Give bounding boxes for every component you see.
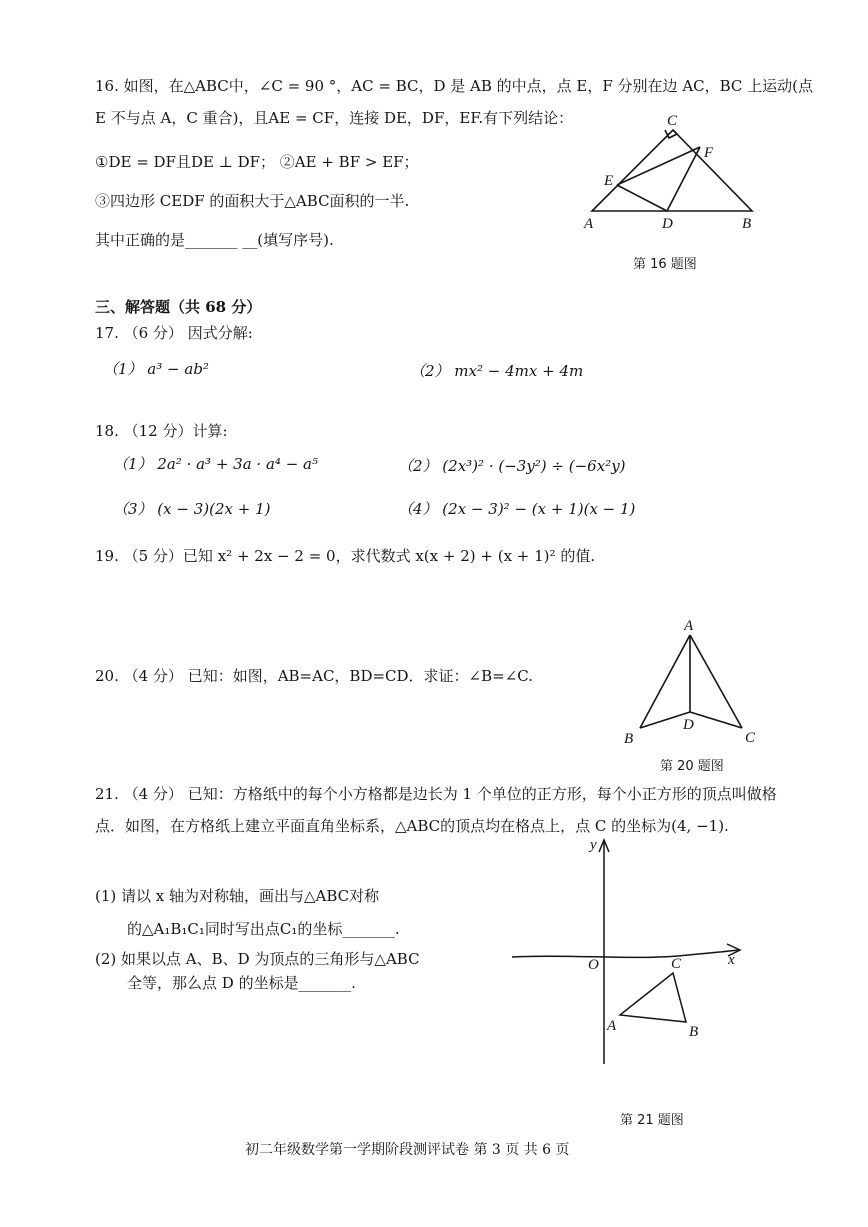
q20-stem: 20. （4 分） 已知：如图，AB=AC，BD=CD．求证：∠B=∠C. [95, 667, 533, 685]
q16-label-d: D [662, 216, 673, 232]
q18-part-4: （4） (2x − 3)² − (x + 1)(x − 1) [398, 500, 636, 518]
q16-label-e: E [604, 173, 614, 189]
q21-label-c: C [671, 956, 682, 972]
q16-label-b: B [742, 216, 752, 232]
q21-label-origin: O [588, 957, 599, 973]
q21-triangle-abc [620, 973, 686, 1022]
q16-label-a: A [584, 216, 594, 232]
q16-triangle-abc [592, 130, 752, 211]
q16-figure-caption: 第 16 题图 [633, 257, 697, 272]
q18-stem: 18. （12 分）计算: [95, 422, 228, 440]
q21-label-b: B [689, 1024, 699, 1040]
q21-figure-caption: 第 21 题图 [620, 1113, 684, 1128]
q16-label-f: F [704, 145, 714, 161]
q21-sub-2b: 全等，那么点 D 的坐标是_______. [127, 974, 356, 992]
q16-segment-ed [617, 185, 667, 211]
q16-line-1: 16. 如图，在△ABC中，∠C = 90 °，AC = BC，D 是 AB 的中点，点 E，F 分别在边 AC，BC 上运动(点 [95, 77, 814, 95]
q21-sub-1b: 的△A₁B₁C₁同时写出点C₁的坐标_______. [127, 920, 400, 938]
section-3-title: 三、解答题（共 68 分） [95, 298, 262, 316]
q20-label-b: B [624, 731, 634, 747]
q21-sub-2a: (2) 如果以点 A、B、D 为顶点的三角形与△ABC [95, 950, 420, 968]
q21-coordinate-figure [508, 832, 758, 1137]
q19-stem: 19. （5 分）已知 x² + 2x − 2 = 0，求代数式 x(x + 2) + (x + 1)² 的值. [95, 547, 596, 565]
q20-label-c: C [745, 730, 756, 746]
page-footer: 初二年级数学第一学期阶段测评试卷 第 3 页 共 6 页 [245, 1142, 570, 1158]
x-axis [512, 950, 738, 957]
q20-label-d: D [683, 717, 694, 733]
q16-line-3: ①DE = DF且DE ⊥ DF； ②AE + BF > EF； [95, 153, 419, 171]
q21-label-y: y [590, 837, 597, 853]
q18-part-3: （3） (x − 3)(2x + 1) [113, 500, 271, 518]
q17-part-1: （1） a³ − ab² [103, 360, 209, 378]
q18-part-1: （1） 2a² · a³ + 3a · a⁴ − a⁵ [113, 455, 318, 473]
q18-part-2: （2） (2x³)² · (−3y²) ÷ (−6x²y) [398, 457, 626, 475]
q17-part-2: （2） mx² − 4mx + 4m [410, 362, 584, 380]
q21-label-a: A [607, 1018, 617, 1034]
q21-sub-1a: (1) 请以 x 轴为对称轴，画出与△ABC对称 [95, 887, 380, 905]
q21-line-2: 点．如图，在方格纸上建立平面直角坐标系，△ABC的顶点均在格点上，点 C 的坐标为(4, −1). [95, 817, 729, 835]
q16-line-5: 其中正确的是_______ __(填写序号). [95, 231, 334, 249]
q17-stem: 17. （6 分） 因式分解: [95, 324, 253, 342]
q16-segment-fd [667, 147, 700, 211]
q16-figure [570, 100, 780, 280]
q16-line-2: E 不与点 A，C 重合)，且AE = CF，连接 DE，DF，EF.有下列结论： [95, 109, 574, 127]
q20-label-a: A [684, 618, 694, 634]
q16-line-4: ③四边形 CEDF 的面积大于△ABC面积的一半. [95, 192, 410, 210]
q20-figure [612, 615, 772, 780]
q21-label-x: x [728, 952, 735, 968]
q21-line-1: 21. （4 分） 已知：方格纸中的每个小方格都是边长为 1 个单位的正方形，每个小正方形的顶点叫做格 [95, 785, 777, 803]
q20-figure-caption: 第 20 题图 [660, 759, 724, 774]
q16-label-c: C [667, 113, 678, 129]
q16-segment-ef [617, 147, 700, 185]
